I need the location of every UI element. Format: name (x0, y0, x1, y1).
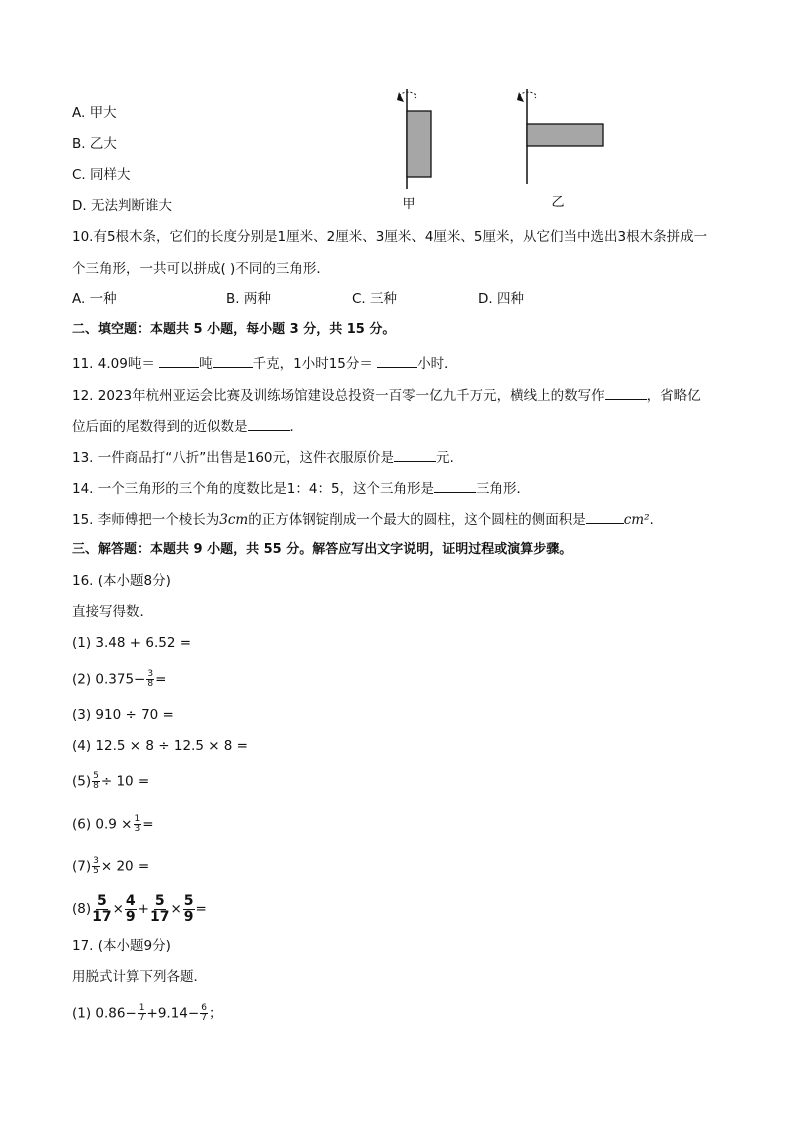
fraction-numerator: 1 (134, 814, 141, 824)
q12-blank-2[interactable] (248, 416, 290, 431)
fraction-numerator: 5 (96, 892, 107, 909)
fraction-denominator: 9 (183, 908, 194, 925)
q9-option-b: B. 乙大 (72, 136, 117, 152)
q9-option-a: A. 甲大 (72, 105, 117, 121)
q12-line1 (72, 385, 701, 405)
q11-blank-3[interactable] (377, 353, 417, 368)
q16-title: 16. (本小题8分) (72, 573, 171, 589)
q11-blank-2[interactable] (213, 353, 253, 368)
q10-option-c: C. 三种 (352, 291, 398, 307)
q15-text-c: . (649, 512, 654, 528)
q16-item-7 (72, 857, 149, 876)
section-3-heading: 三、解答题：本题共 9 小题，共 55 分。解答应写出文字说明，证明过程或演算步骤。 (72, 542, 573, 557)
q16-item-8-fraction-4 (183, 894, 195, 925)
q13 (72, 447, 454, 467)
q9-option-c: C. 同样大 (72, 167, 131, 183)
q10-option-d: D. 四种 (478, 291, 524, 307)
q16-item-8-fraction-1 (92, 894, 111, 925)
q16-item-5-fraction (92, 772, 100, 791)
q17-item-1-pre: (1) 0.86− (72, 1005, 137, 1022)
section-2-heading: 二、填空题：本题共 5 小题，每小题 3 分，共 15 分。 (72, 322, 396, 337)
q16-item-6 (72, 815, 154, 834)
fraction-numerator: 3 (93, 856, 99, 866)
q12-line2 (72, 416, 303, 436)
q14-text-a: 14. 一个三角形的三个角的度数比是1：4：5，这个三角形是 (72, 481, 435, 497)
q15-length-unit: 3cm (219, 512, 249, 528)
q11-text-c: 千克，1小时15分＝ (252, 356, 378, 372)
q16-item-8 (72, 890, 207, 928)
q14 (72, 478, 530, 498)
q16-item-5-pre: (5) (72, 773, 92, 790)
q11-blank-1[interactable] (159, 353, 199, 368)
fraction-numerator: 4 (125, 892, 136, 909)
figure-jia (397, 89, 431, 212)
figure-label-jia: 甲 (402, 197, 416, 212)
q15 (72, 509, 654, 529)
fraction-numerator: 6 (201, 1003, 207, 1013)
fraction-denominator: 8 (147, 679, 154, 689)
figure-yi (517, 89, 603, 210)
fraction-numerator: 5 (93, 771, 99, 781)
fraction-denominator: 9 (125, 908, 136, 925)
fraction-numerator: 1 (138, 1003, 145, 1013)
times-operator: × (170, 901, 182, 917)
fraction-denominator: 8 (93, 781, 99, 791)
figure-label-yi: 乙 (551, 195, 565, 210)
q16-item-1: (1) 3.48 + 6.52 = (72, 635, 192, 651)
fraction-numerator: 3 (147, 669, 154, 679)
fraction-denominator: 7 (138, 1013, 145, 1023)
q11-text-a: 11. 4.09吨＝ (72, 356, 160, 372)
q16-item-7-fraction (92, 857, 100, 876)
fraction-numerator: 5 (154, 892, 165, 909)
q11-text-d: 小时． (417, 356, 458, 372)
q12-text-d: ． (289, 419, 303, 435)
q10-line2: 个三角形，一共可以拼成( )不同的三角形． (72, 261, 330, 277)
q16-item-2-fraction (146, 670, 154, 689)
q11 (72, 353, 458, 373)
q13-text-b: 元. (436, 450, 454, 466)
q16-item-8-post: = (195, 901, 207, 917)
fraction-denominator: 5 (93, 866, 99, 876)
q14-blank[interactable] (434, 478, 476, 493)
q16-item-2-post: = (155, 671, 167, 688)
q16-item-6-pre: (6) 0.9 × (72, 816, 133, 833)
q16-prompt: 直接写得数． (72, 604, 153, 620)
q17-item-1-fraction-2 (200, 1004, 208, 1023)
q17-item-1-post: ； (208, 1005, 223, 1022)
q16-item-7-pre: (7) (72, 858, 92, 875)
q11-text-b: 吨 (199, 356, 213, 372)
q10-line1: 10.有5根木条，它们的长度分别是1厘米、2厘米、3厘米、4厘米、5厘米，从它们当中选出3根木条拼成一 (72, 229, 708, 245)
q15-area-unit: cm² (623, 512, 650, 528)
q10-option-b: B. 两种 (226, 291, 271, 307)
q16-item-5 (72, 772, 149, 791)
q10-option-a: A. 一种 (72, 291, 117, 307)
times-operator: × (112, 901, 124, 917)
q15-text-a: 15. 李师傅把一个棱长为 (72, 512, 220, 528)
q9-option-d: D. 无法判断谁大 (72, 198, 172, 214)
q15-blank[interactable] (586, 509, 624, 524)
q17-prompt: 用脱式计算下列各题． (72, 969, 207, 985)
q16-item-7-post: × 20 = (100, 858, 150, 875)
fraction-denominator: 17 (149, 908, 170, 925)
q15-text-b: 的正方体钢锭削成一个最大的圆柱，这个圆柱的侧面积是 (248, 512, 586, 528)
q16-item-6-post: = (142, 816, 154, 833)
fraction-denominator: 17 (92, 908, 112, 925)
q17-item-1 (72, 1004, 222, 1023)
q17-item-1-mid: +9.14− (146, 1005, 200, 1022)
q14-text-b: 三角形． (476, 481, 531, 497)
fraction-denominator: 7 (201, 1013, 207, 1023)
q16-item-2 (72, 670, 166, 689)
q16-item-6-fraction (134, 815, 142, 834)
plus-operator: + (137, 901, 149, 917)
q16-item-5-post: ÷ 10 = (100, 773, 150, 790)
q16-item-8-fraction-2 (125, 894, 137, 925)
q12-text-b: ，省略亿 (646, 388, 701, 404)
q12-text-a: 12. 2023年杭州亚运会比赛及训练场馆建设总投资一百零一亿九千万元，横线上的数写作 (72, 388, 605, 404)
q13-text-a: 13. 一件商品打“八折”出售是160元，这件衣服原价是 (72, 450, 395, 466)
q16-item-8-fraction-3 (150, 894, 169, 925)
q12-blank-1[interactable] (605, 385, 647, 400)
q16-item-3: (3) 910 ÷ 70 = (72, 707, 174, 723)
q16-item-4: (4) 12.5 × 8 ÷ 12.5 × 8 = (72, 738, 248, 754)
q16-item-8-pre: (8) (72, 901, 92, 917)
rotation-figure (390, 84, 620, 214)
fraction-numerator: 5 (183, 892, 194, 909)
q17-item-1-fraction-1 (138, 1004, 146, 1023)
q17-title: 17. (本小题9分) (72, 938, 171, 954)
q12-text-c: 位后面的尾数得到的近似数是 (72, 419, 248, 435)
fraction-denominator: 3 (134, 824, 141, 834)
q16-item-2-pre: (2) 0.375− (72, 671, 146, 688)
q13-blank[interactable] (394, 447, 436, 462)
